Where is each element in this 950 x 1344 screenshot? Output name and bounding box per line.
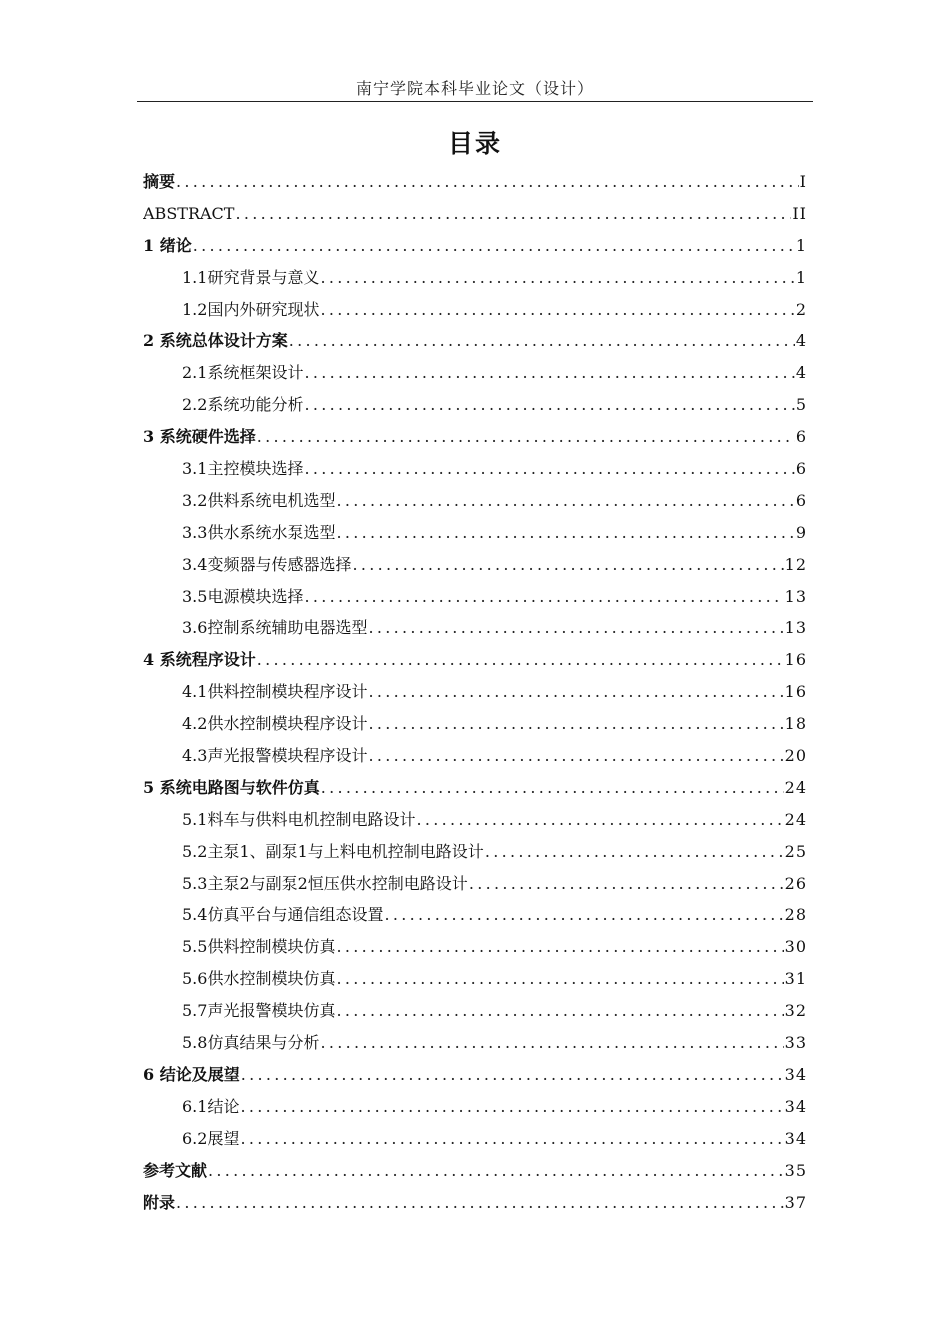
toc-leader-dots bbox=[176, 1187, 784, 1219]
toc-entry-page: 25 bbox=[784, 841, 807, 861]
toc-entry[interactable] bbox=[143, 294, 807, 326]
toc-entry-label: 5 系统电路图与软件仿真 bbox=[143, 777, 320, 797]
toc-entry-label: 5.6供水控制模块仿真 bbox=[182, 969, 336, 989]
toc-entry[interactable] bbox=[143, 517, 807, 549]
toc-leader-dots bbox=[320, 294, 794, 326]
page-header: 南宁学院本科毕业论文（设计） bbox=[355, 79, 594, 98]
toc-leader-dots bbox=[352, 549, 783, 581]
toc-entry-label: 5.1料车与供料电机控制电路设计 bbox=[182, 809, 416, 829]
toc-leader-dots bbox=[304, 581, 783, 613]
toc-entry-page: 1 bbox=[795, 267, 807, 287]
toc-entry-label: 1 绪论 bbox=[143, 235, 192, 255]
header-divider bbox=[137, 101, 813, 102]
toc-entry-label: 6.2展望 bbox=[182, 1128, 240, 1148]
toc-leader-dots bbox=[289, 325, 795, 357]
toc-entry-page: 4 bbox=[795, 331, 807, 351]
toc-entry-page: 6 bbox=[795, 427, 807, 447]
toc-leader-dots bbox=[336, 485, 794, 517]
toc-entry-label: 5.5供料控制模块仿真 bbox=[182, 937, 336, 957]
toc-entry[interactable] bbox=[143, 1059, 807, 1091]
toc-entry-label: 附录 bbox=[143, 1192, 176, 1212]
toc-leader-dots bbox=[485, 836, 784, 868]
toc-entry[interactable] bbox=[143, 995, 807, 1027]
toc-entry[interactable] bbox=[143, 804, 807, 836]
toc-entry-page: 24 bbox=[784, 809, 807, 829]
toc-entry[interactable] bbox=[143, 1027, 807, 1059]
toc-entry[interactable] bbox=[143, 836, 807, 868]
toc-entry-page: 16 bbox=[784, 682, 807, 702]
toc-title: 目录 bbox=[447, 129, 502, 158]
toc-entry-label: 3.4变频器与传感器选择 bbox=[182, 554, 352, 574]
toc-entry[interactable] bbox=[143, 230, 807, 262]
toc-entry-label: 2.2系统功能分析 bbox=[182, 395, 304, 415]
toc-leader-dots bbox=[368, 740, 783, 772]
toc-entry[interactable] bbox=[143, 1091, 807, 1123]
toc-leader-dots bbox=[320, 262, 794, 294]
toc-entry-page: 31 bbox=[784, 969, 807, 989]
toc-leader-dots bbox=[336, 963, 783, 995]
toc-entry-page: 16 bbox=[784, 650, 807, 670]
toc-entry-page: 18 bbox=[784, 714, 807, 734]
toc-entry[interactable] bbox=[143, 389, 807, 421]
toc-entry[interactable] bbox=[143, 421, 807, 453]
toc-entry[interactable] bbox=[143, 549, 807, 581]
toc-entry-label: 3.5电源模块选择 bbox=[182, 586, 304, 606]
toc-entry-label: 6.1结论 bbox=[182, 1096, 240, 1116]
toc-entry-page: 20 bbox=[784, 746, 807, 766]
toc-entry[interactable] bbox=[143, 1155, 807, 1187]
toc-leader-dots bbox=[235, 198, 791, 230]
toc-entry[interactable] bbox=[143, 1187, 807, 1219]
toc-entry[interactable] bbox=[143, 868, 807, 900]
toc-entry-label: 5.8仿真结果与分析 bbox=[182, 1033, 320, 1053]
toc-entry[interactable] bbox=[143, 740, 807, 772]
toc-entry-label: 3.2供料系统电机选型 bbox=[182, 490, 336, 510]
toc-leader-dots bbox=[384, 899, 783, 931]
toc-leader-dots bbox=[176, 166, 799, 198]
toc-entry-label: 1.2国内外研究现状 bbox=[182, 299, 320, 319]
toc-entry-label: 摘要 bbox=[143, 172, 176, 191]
toc-leader-dots bbox=[240, 1123, 783, 1155]
toc-entry[interactable] bbox=[143, 772, 807, 804]
toc-leader-dots bbox=[368, 612, 783, 644]
toc-leader-dots bbox=[257, 421, 795, 453]
toc-leader-dots bbox=[321, 772, 784, 804]
toc-entry[interactable] bbox=[143, 612, 807, 644]
toc-entry-label: 2 系统总体设计方案 bbox=[143, 331, 288, 351]
toc-entry-page: 2 bbox=[795, 299, 807, 319]
toc-entry-label: 3 系统硬件选择 bbox=[143, 427, 256, 447]
toc-leader-dots bbox=[304, 357, 794, 389]
toc-entry-label: 6 结论及展望 bbox=[143, 1064, 240, 1084]
toc-entry-label: 3.6控制系统辅助电器选型 bbox=[182, 618, 368, 638]
toc-entry-page: 34 bbox=[784, 1064, 807, 1084]
toc-entry-label: 5.3主泵2与副泵2恒压供水控制电路设计 bbox=[182, 873, 468, 893]
toc-entry[interactable] bbox=[143, 963, 807, 995]
toc-leader-dots bbox=[336, 517, 794, 549]
toc-entry-label: 5.7声光报警模块仿真 bbox=[182, 1001, 336, 1021]
toc-entry-page: I bbox=[799, 172, 807, 191]
toc-entry-page: 30 bbox=[784, 937, 807, 957]
toc-entry[interactable] bbox=[143, 581, 807, 613]
toc-entry-label: 3.1主控模块选择 bbox=[182, 459, 304, 479]
toc-entry-page: 34 bbox=[784, 1128, 807, 1148]
toc-entry[interactable] bbox=[143, 931, 807, 963]
toc-leader-dots bbox=[469, 868, 784, 900]
toc-entry-label: 4 系统程序设计 bbox=[143, 650, 256, 670]
toc-entry-label: 2.1系统框架设计 bbox=[182, 363, 304, 383]
toc-entry[interactable] bbox=[143, 166, 807, 198]
toc-entry[interactable] bbox=[143, 899, 807, 931]
toc-leader-dots bbox=[320, 1027, 783, 1059]
toc-entry[interactable] bbox=[143, 676, 807, 708]
toc-leader-dots bbox=[257, 644, 784, 676]
toc-entry[interactable] bbox=[143, 1123, 807, 1155]
toc-entry-label: 1.1研究背景与意义 bbox=[182, 267, 320, 287]
toc-entry[interactable] bbox=[143, 644, 807, 676]
toc-entry[interactable] bbox=[143, 262, 807, 294]
toc-leader-dots bbox=[241, 1059, 784, 1091]
toc-entry-label: 5.2主泵1、副泵1与上料电机控制电路设计 bbox=[182, 841, 484, 861]
toc-entry-page: 9 bbox=[795, 522, 807, 542]
toc-entry-page: 4 bbox=[795, 363, 807, 383]
toc-leader-dots bbox=[304, 389, 794, 421]
toc-entry-page: 28 bbox=[784, 905, 807, 925]
toc-entry-page: 6 bbox=[795, 490, 807, 510]
toc-entry-page: 1 bbox=[795, 235, 807, 255]
toc-entry-page: 5 bbox=[795, 395, 807, 415]
toc-entry-label: 4.1供料控制模块程序设计 bbox=[182, 682, 368, 702]
toc-entry-page: 33 bbox=[784, 1033, 807, 1053]
toc-entry-label: ABSTRACT bbox=[143, 203, 235, 223]
toc-entry[interactable] bbox=[143, 708, 807, 740]
toc-entry-page: 13 bbox=[784, 618, 807, 638]
toc-entry[interactable] bbox=[143, 357, 807, 389]
toc-leader-dots bbox=[416, 804, 783, 836]
toc-entry-page: 26 bbox=[784, 873, 807, 893]
toc-leader-dots bbox=[368, 676, 783, 708]
table-of-contents bbox=[143, 166, 807, 1218]
toc-leader-dots bbox=[336, 995, 783, 1027]
toc-entry-page: 6 bbox=[795, 459, 807, 479]
toc-entry-page: 34 bbox=[784, 1096, 807, 1116]
toc-entry-label: 5.4仿真平台与通信组态设置 bbox=[182, 905, 384, 925]
toc-leader-dots bbox=[193, 230, 795, 262]
toc-entry-page: 35 bbox=[784, 1160, 807, 1180]
toc-leader-dots bbox=[336, 931, 783, 963]
toc-leader-dots bbox=[368, 708, 783, 740]
toc-entry-page: 12 bbox=[784, 554, 807, 574]
toc-entry-label: 参考文献 bbox=[143, 1160, 208, 1180]
toc-entry-label: 4.2供水控制模块程序设计 bbox=[182, 714, 368, 734]
toc-entry-page: 32 bbox=[784, 1001, 807, 1021]
toc-entry-page: 13 bbox=[784, 586, 807, 606]
toc-entry-page: II bbox=[792, 203, 807, 223]
toc-leader-dots bbox=[240, 1091, 783, 1123]
toc-leader-dots bbox=[304, 453, 794, 485]
toc-entry-page: 37 bbox=[784, 1192, 807, 1212]
toc-entry-page: 24 bbox=[784, 777, 807, 797]
toc-entry-label: 4.3声光报警模块程序设计 bbox=[182, 746, 368, 766]
toc-entry[interactable] bbox=[143, 485, 807, 517]
toc-entry[interactable] bbox=[143, 198, 807, 230]
toc-leader-dots bbox=[208, 1155, 784, 1187]
toc-entry[interactable] bbox=[143, 453, 807, 485]
toc-entry[interactable] bbox=[143, 325, 807, 357]
toc-entry-label: 3.3供水系统水泵选型 bbox=[182, 522, 336, 542]
